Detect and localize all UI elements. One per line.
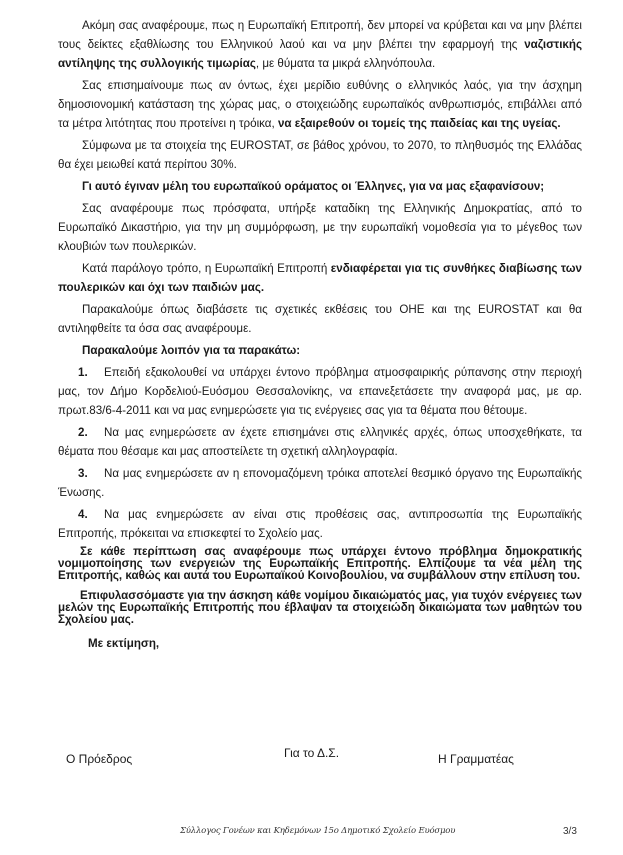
closing: Με εκτίμηση, [88, 637, 160, 650]
paragraph: Παρακαλούμε όπως διαβάσετε τις σχετικές εκθέσεις του ΟΗΕ και της EUROSTAT και θα αντιληφθείτε τα όσα σας αναφέρουμε. [58, 303, 582, 335]
signature-board: Για το Δ.Σ. [284, 746, 340, 760]
paragraph: Γι αυτό έγιναν μέλη του ευρωπαϊκού οράματος οι Έλληνες, για να μας εξαφανίσουν; [82, 180, 545, 193]
signature-president: Ο Πρόεδρος [66, 752, 133, 766]
footer: Σύλλογος Γονέων και Κηδεμόνων 15ο Δημοτικό Σχολείο Ευόσμου [180, 826, 456, 836]
paragraph: Σας επισημαίνουμε πως αν όντως, έχει μερίδιο ευθύνης ο ελληνικός λαός, για την άσχημη δημοσιονομική κατάσταση της χώρας μας, ο στοιχειώδης ευρωπαϊκός ανθρωπισμός, επιβάλλει από τα μέτρα λιτότητας που προτείνει η τρόικα, να εξαιρεθούν οι τομείς της παιδείας και της υγείας. [58, 79, 582, 130]
list-item: 3. Να μας ενημερώσετε αν η επονομαζόμενη τρόικα αποτελεί θεσμικό όργανο της Ευρωπαϊκής Ένωσης. [58, 467, 582, 499]
list-item: 1. Επειδή εξακολουθεί να υπάρχει έντονο πρόβλημα ατμοσφαιρικής ρύπανσης στην περιοχή μας, τον Δήμο Κορδελιού-Ευόσμου Θεσσαλονίκης, να επανεξετάσετε την αναφορά μας, με αρ. πρωτ.83/6-4-2011 και να μας ενημερώσετε για τις ενέργειες σας για τα θέματα που θέτουμε. [58, 366, 582, 417]
paragraph: Ακόμη σας αναφέρουμε, πως η Ευρωπαϊκή Επιτροπή, δεν μπορεί να κρύβεται και να μην βλέπει τους δείκτες εξαθλίωσης του Ελληνικού λαού και να μην βλέπει την εφαρμογή της ναζιστικής αντίληψης της συλλογικής τιμωρίας, με θύματα τα μικρά ελληνόπουλα. [58, 19, 582, 70]
list-item: 4. Να μας ενημερώσετε αν είναι στις προθέσεις σας, αντιπροσωπία της Ευρωπαϊκής Επιτροπής, πρόκειται να επισκεφτεί το Σχολείο μας. [58, 508, 582, 540]
paragraph: Σας αναφέρουμε πως πρόσφατα, υπήρξε καταδίκη της Ελληνικής Δημοκρατίας, από το Ευρωπαϊκό Δικαστήριο, για την μη συμμόρφωση, με την ευρωπαϊκή νομοθεσία για το μέγεθος των κλουβιών των πουλερικών. [58, 202, 582, 253]
signature-secretary: Η Γραμματέας [438, 752, 514, 766]
paragraph: Σύμφωνα με τα στοιχεία της EUROSTAT, σε βάθος χρόνου, το 2070, το πληθυσμός της Ελλάδας θα έχει μειωθεί κατά περίπου 30%. [58, 139, 582, 171]
paragraph: Κατά παράλογο τρόπο, η Ευρωπαϊκή Επιτροπή ενδιαφέρεται για τις συνθήκες διαβίωσης των πουλερικών και όχι των παιδιών μας. [58, 262, 582, 294]
requests-heading: Παρακαλούμε λοιπόν για τα παρακάτω: [82, 344, 301, 357]
final-paragraph: Σε κάθε περίπτωση σας αναφέρουμε πως υπάρχει έντονο πρόβλημα δημοκρατικής νομιμοποίησης των ενεργειών της Ευρωπαϊκής Επιτροπής. Ελπίζουμε τα νέα μέλη της Επιτροπής, καθώς και αυτά του Ευρωπαϊκού Κοινοβουλίου, να συμβάλλουν στην επίλυση του. [58, 545, 582, 582]
final-paragraph: Επιφυλασσόμαστε για την άσκηση κάθε νομίμου δικαιώματός μας, για τυχόν ενέργειες των μελών της Ευρωπαϊκής Επιτροπής που έβλαψαν τα στοιχειώδη δικαιώματα των μαθητών του Σχολείου μας. [58, 589, 582, 626]
list-item: 2. Να μας ενημερώσετε αν έχετε επισημάνει στις ελληνικές αρχές, όπως υποσχεθήκατε, τα θέματα που θέσαμε και μας αποστείλετε τη σχετική αλληλογραφία. [58, 426, 582, 458]
letter-body [58, 16, 582, 653]
page-number: 3/3 [563, 826, 577, 837]
